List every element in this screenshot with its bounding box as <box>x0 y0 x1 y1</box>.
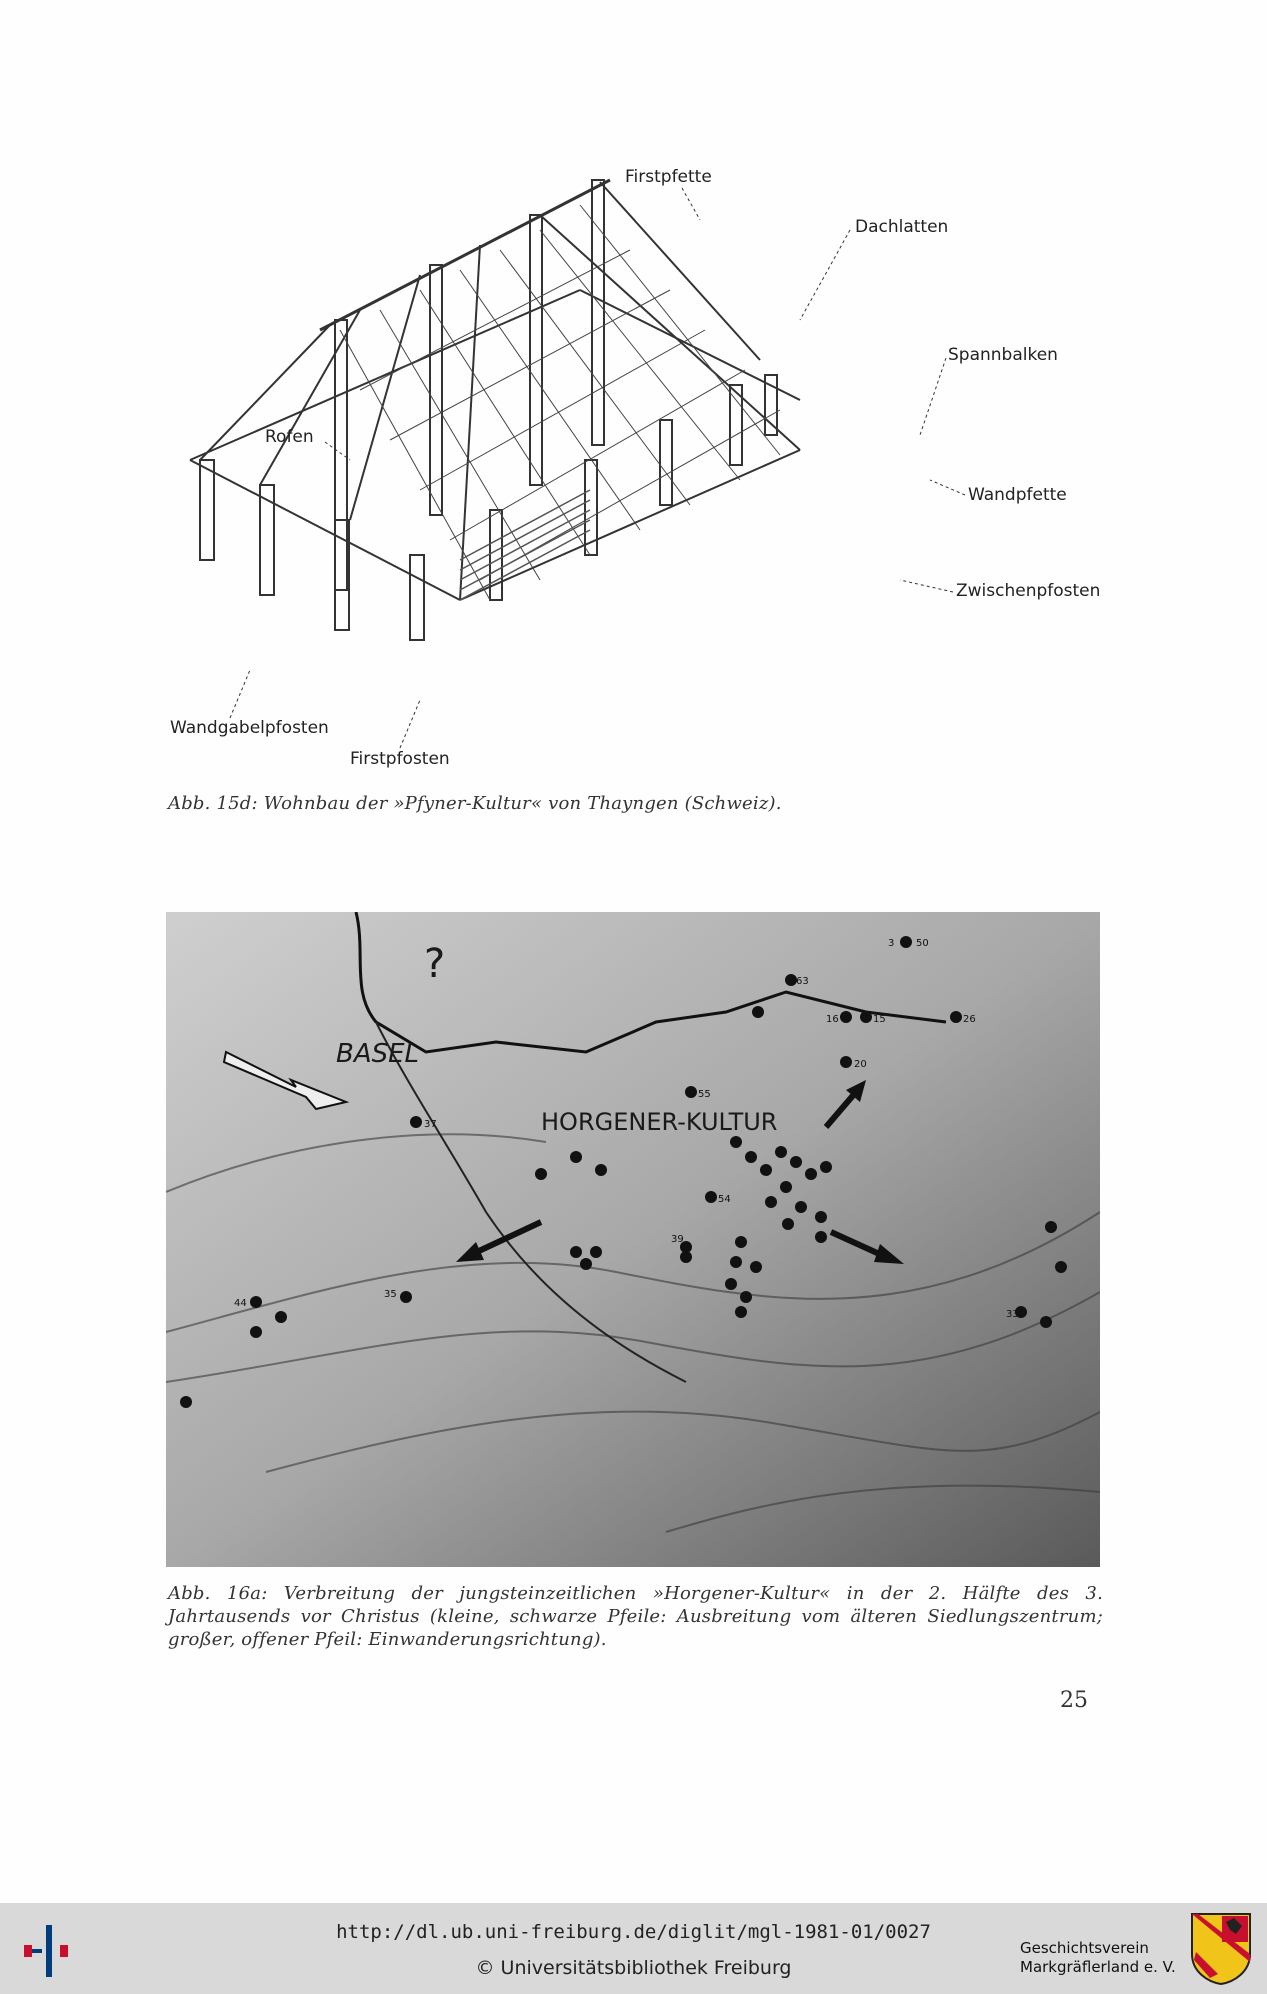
site-label: 3 <box>888 938 895 949</box>
copyright-text: © Universitätsbibliothek Freiburg <box>475 1957 792 1979</box>
site-label: 54 <box>718 1194 731 1205</box>
label-rofen: Rofen <box>265 427 314 447</box>
label-firstpfosten: Firstpfosten <box>350 749 450 769</box>
society-line1: Geschichtsverein <box>1020 1939 1149 1957</box>
document-url[interactable]: http://dl.ub.uni-freiburg.de/diglit/mgl-1981-01/0027 <box>336 1921 931 1943</box>
label-wandgabelpfosten: Wandgabelpfosten <box>170 718 329 738</box>
site-label: 35 <box>384 1289 397 1300</box>
society-line2: Markgräflerland e. V. <box>1020 1958 1176 1976</box>
page-number: 25 <box>1060 1688 1088 1713</box>
relief-map-svg <box>166 912 1100 1567</box>
label-basel: BASEL <box>336 1039 420 1069</box>
site-label: 44 <box>234 1298 247 1309</box>
label-wandpfette: Wandpfette <box>968 485 1067 505</box>
site-label: 39 <box>671 1234 684 1245</box>
figure1-caption: Abb. 15d: Wohnbau der »Pfyner-Kultur« von Thayngen (Schweiz). <box>168 793 782 814</box>
figure2-caption: Abb. 16a: Verbreitung der jungsteinzeitlichen »Horgener-Kultur« in der 2. Hälfte des 3. Jahrtausends vor Christus (kleine, schwarze Pfeile: Ausbreitung vom älteren Siedlungszentrum; großer, offener Pfeil: Einwanderungsrichtung). <box>168 1583 1103 1650</box>
site-label: 63 <box>796 976 809 987</box>
site-label: 55 <box>698 1089 711 1100</box>
site-label: 33 <box>1006 1309 1019 1320</box>
society-name <box>1020 1939 1176 1977</box>
label-dachlatten: Dachlatten <box>855 217 949 237</box>
site-label: 15 <box>873 1014 886 1025</box>
relief-map <box>166 912 1100 1567</box>
house-drawing-svg <box>160 160 1120 780</box>
house-drawing <box>160 160 1120 780</box>
site-label: 37 <box>424 1119 437 1130</box>
label-spannbalken: Spannbalken <box>948 345 1058 365</box>
coat-of-arms-icon <box>1190 1912 1252 1986</box>
site-label: 26 <box>963 1014 976 1025</box>
site-label: 16 <box>826 1014 839 1025</box>
label-culture: HORGENER-KULTUR <box>541 1108 778 1136</box>
label-zwischenpfosten: Zwischenpfosten <box>956 581 1101 601</box>
site-label: 20 <box>854 1059 867 1070</box>
footer-bar <box>0 1903 1267 1994</box>
label-question: ? <box>424 941 446 987</box>
site-label: 50 <box>916 938 929 949</box>
label-firstpfette: Firstpfette <box>625 167 712 187</box>
